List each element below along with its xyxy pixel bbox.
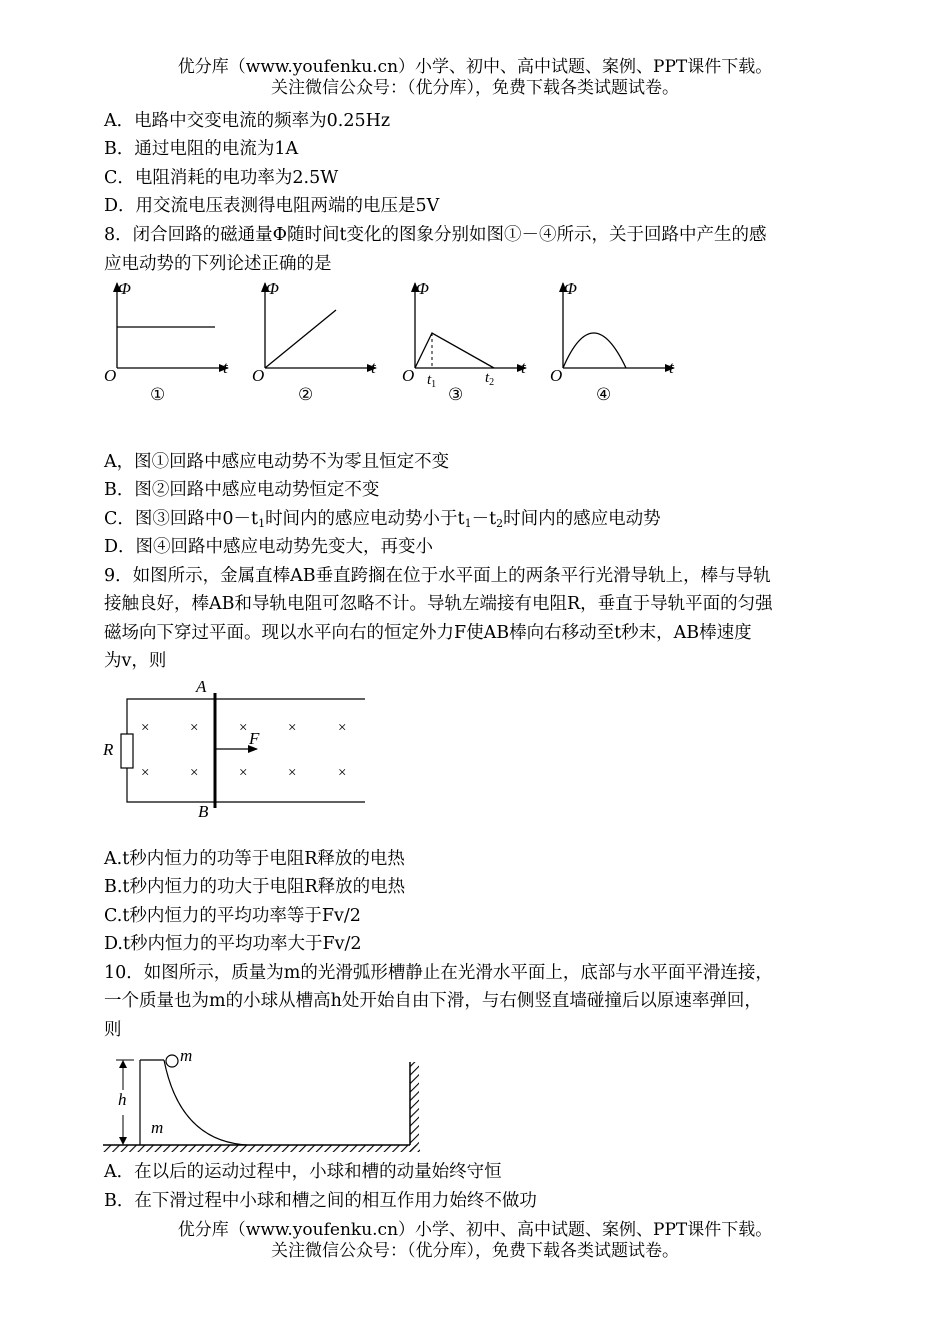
q10-option-a: A．在以后的运动过程中，小球和槽的动量始终守恒 [104, 1162, 502, 1182]
graph-3-t2-letter: t [485, 370, 490, 386]
q7-option-a: A．电路中交变电流的频率为0.25Hz [104, 111, 391, 131]
q8-option-c-part-4: 时间内的感应电动势 [503, 509, 661, 529]
graph-4-caption: ④ [596, 385, 612, 404]
graph-1-y-label: Φ [118, 279, 131, 298]
graph-3-t1-letter: t [427, 372, 432, 388]
field-cross: × [338, 720, 347, 736]
ground [103, 1145, 420, 1152]
q9-option-c: C.t秒内恒力的平均功率等于Fv/2 [104, 906, 361, 926]
resistor [121, 734, 133, 768]
graph-3-t1-sub: 1 [431, 379, 437, 390]
header-line-1: 优分库（www.youfenku.cn）小学、初中、高中试题、案例、PPT课件下载。 [177, 57, 773, 77]
q8-option-a: A，图①回路中感应电动势不为零且恒定不变 [104, 452, 450, 472]
graph-3-curve [415, 333, 494, 368]
footer-line-1: 优分库（www.youfenku.cn）小学、初中、高中试题、案例、PPT课件下载。 [177, 1220, 773, 1240]
footer-line-2: 关注微信公众号：（优分库），免费下载各类试题试卷。 [271, 1241, 679, 1261]
q9-stem-line-2: 接触良好，棒AB和导轨电阻可忽略不计。导轨左端接有电阻R，垂直于导轨平面的匀强 [104, 594, 773, 614]
label-groove-m: m [151, 1118, 164, 1137]
q10-figure [100, 1045, 425, 1157]
graph-4-y-label: Φ [564, 279, 577, 298]
q8-option-c-sub-2: 1 [464, 517, 472, 530]
q9-figure [100, 676, 370, 826]
graph-4-origin: O [550, 366, 563, 385]
field-cross: × [190, 765, 199, 781]
q8-option-d: D．图④回路中感应电动势先变大，再变小 [104, 537, 434, 557]
q10-stem-line-3: 则 [104, 1020, 122, 1040]
field-cross: × [338, 765, 347, 781]
q8-option-c-sub-3: 2 [496, 517, 504, 530]
label-f: F [249, 729, 260, 748]
q8-option-c-sub-1: 1 [258, 517, 266, 530]
header-line-2: 关注微信公众号：（优分库），免费下载各类试题试卷。 [271, 78, 679, 98]
q10-stem-line-2: 一个质量也为m的小球从槽高h处开始自由下滑，与右侧竖直墙碰撞后以原速率弹回， [104, 991, 762, 1011]
graph-1-caption: ① [150, 385, 166, 404]
graph-3 [402, 279, 527, 404]
graph-3-y-label: Φ [416, 279, 429, 298]
label-b: B [198, 802, 209, 821]
graph-3-t2-sub: 2 [489, 377, 495, 388]
q9-stem-line-3: 磁场向下穿过平面。现以水平向右的恒定外力F使AB棒向右移动至t秒末，AB棒速度 [104, 623, 752, 643]
graph-1-origin: O [104, 366, 117, 385]
graph-2-origin: O [252, 366, 265, 385]
graph-2-y-label: Φ [266, 279, 279, 298]
graph-2-x-label: t [371, 358, 376, 377]
label-h: h [118, 1090, 127, 1109]
graph-4-curve [563, 333, 626, 368]
graph-1-x-label: t [223, 358, 228, 377]
q8-stem-line-1: 8．闭合回路的磁通量Φ随时间t变化的图象分别如图①－④所示，关于回路中产生的感 [104, 225, 767, 245]
field-cross: × [239, 765, 248, 781]
q8-option-c-part-1: C．图③回路中0－t [104, 509, 259, 529]
q9-option-d: D.t秒内恒力的平均功率大于Fv/2 [104, 934, 362, 954]
graph-1 [104, 279, 229, 404]
graph-3-t2-label [485, 370, 494, 388]
label-ball-m: m [180, 1046, 193, 1065]
q9-stem-line-4: 为v，则 [104, 651, 167, 671]
field-cross: × [288, 720, 297, 736]
field-cross: × [288, 765, 297, 781]
field-cross: × [239, 720, 248, 736]
q8-figure [100, 278, 690, 408]
label-r: R [103, 740, 114, 759]
graph-3-t1-label [427, 372, 436, 390]
q9-stem-line-1: 9．如图所示，金属直棒AB垂直跨搁在位于水平面上的两条平行光滑导轨上，棒与导轨 [104, 566, 771, 586]
graph-4 [550, 279, 675, 404]
field-cross: × [190, 720, 199, 736]
field-cross: × [141, 765, 150, 781]
q7-option-c: C．电阻消耗的电功率为2.5W [104, 168, 339, 188]
q8-option-c-part-2: 时间内的感应电动势小于t [265, 509, 465, 529]
graph-2-caption: ② [298, 385, 314, 404]
graph-2-curve [265, 310, 336, 368]
ball [166, 1055, 178, 1067]
graph-4-x-label: t [669, 358, 674, 377]
q8-option-b: B．图②回路中感应电动势恒定不变 [104, 480, 380, 500]
q8-option-c-part-3: －t [471, 509, 497, 529]
q8-option-c [104, 507, 661, 531]
q9-option-a: A.t秒内恒力的功等于电阻R释放的电热 [104, 849, 405, 869]
graph-3-origin: O [402, 366, 415, 385]
q10-option-b: B．在下滑过程中小球和槽之间的相互作用力始终不做功 [104, 1191, 537, 1211]
q7-option-d: D．用交流电压表测得电阻两端的电压是5V [104, 196, 440, 216]
q9-option-b: B.t秒内恒力的功大于电阻R释放的电热 [104, 877, 406, 897]
wall [410, 1062, 419, 1152]
label-a: A [196, 677, 207, 696]
q8-stem-line-2: 应电动势的下列论述正确的是 [104, 254, 332, 274]
field-cross: × [141, 720, 150, 736]
q7-option-b: B．通过电阻的电流为1A [104, 139, 299, 159]
q10-stem-line-1: 10．如图所示，质量为m的光滑弧形槽静止在光滑水平面上，底部与水平面平滑连接， [104, 963, 773, 983]
graph-3-x-label: t [521, 358, 526, 377]
graph-2 [252, 279, 377, 404]
graph-3-caption: ③ [448, 385, 464, 404]
